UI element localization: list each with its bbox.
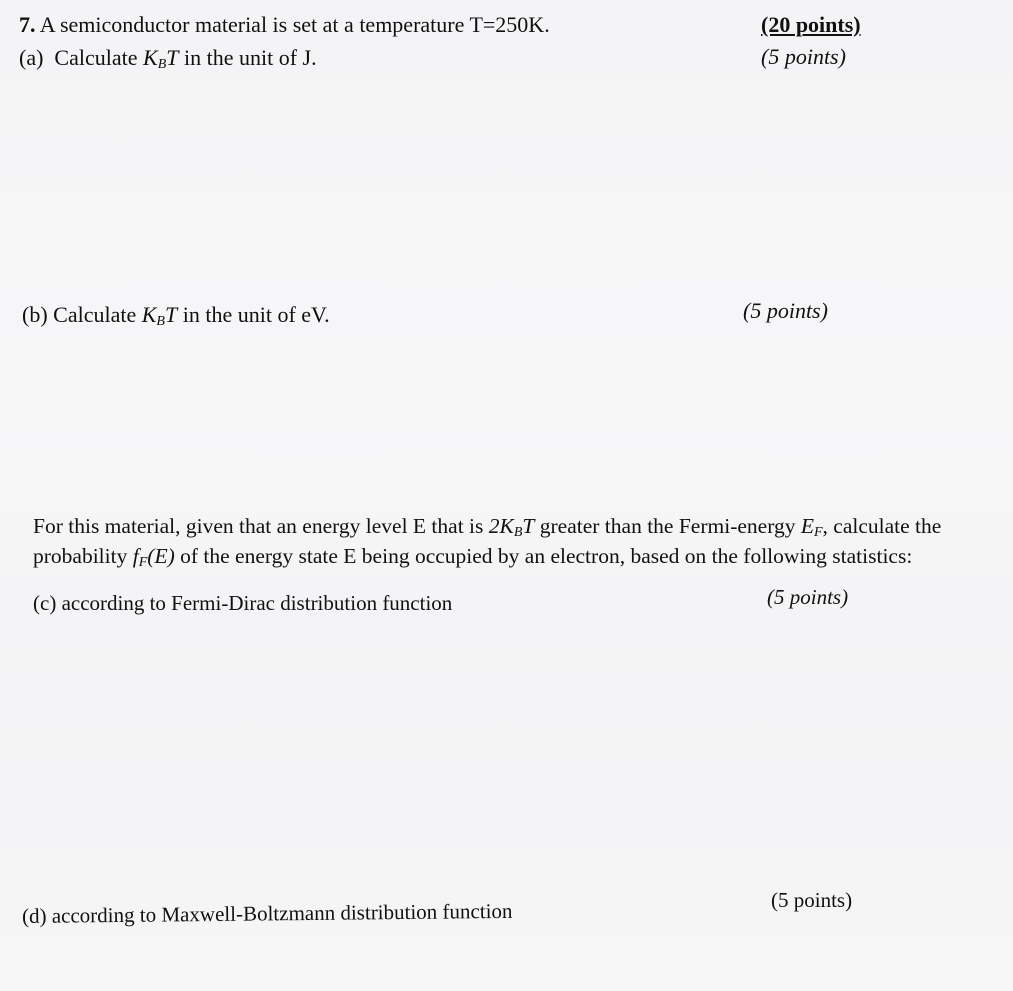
part-c-label: (c) [33, 591, 57, 615]
part-a-text-after: in the unit of J. [178, 45, 317, 70]
part-a-math-sub: B [157, 57, 167, 72]
intro-l2-a: probability [33, 544, 133, 568]
part-a [19, 45, 317, 71]
intro-line-1 [33, 511, 1003, 541]
intro-math-b-sub: B [513, 525, 523, 540]
part-b [22, 302, 330, 328]
intro-l1-c: , calculate the [822, 514, 942, 538]
intro-math-arg: (E) [147, 544, 175, 568]
intro-line-2 [33, 541, 1003, 571]
intro-l2-b: of the energy state E being occupied by an electron, based on the following statistics: [174, 544, 913, 568]
part-a-math-k: K [143, 45, 158, 70]
intro-l1-b: greater than the Fermi-energy [534, 514, 801, 538]
part-a-math-t: T [166, 45, 179, 70]
part-c-text: according to Fermi-Dirac distribution function [61, 591, 453, 615]
intro-math-t: T [522, 514, 535, 538]
part-d-label: (d) [21, 903, 47, 928]
part-b-text-before: Calculate [53, 302, 142, 327]
intro-l1-a: For this material, given that an energy level E that is [33, 514, 489, 538]
part-d [22, 898, 513, 929]
intro-math-2k: 2K [488, 514, 514, 538]
part-b-math-t: T [164, 302, 178, 327]
question-stem-text: A semiconductor material is set at a temperature T=250K. [39, 12, 550, 37]
part-a-text-before: Calculate [54, 45, 143, 70]
part-c-points: (5 points) [767, 585, 849, 609]
part-d-points: (5 points) [771, 888, 853, 912]
intro-paragraph [33, 511, 1003, 571]
part-b-math-k: K [141, 302, 157, 327]
part-b-text-after: in the unit of eV. [177, 302, 330, 327]
part-a-points: (5 points) [761, 44, 846, 69]
question-number: 7. [19, 12, 36, 37]
part-c [33, 590, 452, 616]
part-d-text: according to Maxwell-Boltzmann distribution function [51, 898, 513, 928]
intro-math-e-sub: F [813, 525, 823, 540]
intro-math-f-sub: F [138, 555, 148, 570]
part-b-points: (5 points) [743, 298, 828, 323]
part-a-label: (a) [19, 45, 44, 70]
intro-math-f: f [132, 544, 139, 568]
intro-math-e: E [800, 514, 814, 538]
part-b-label: (b) [22, 302, 48, 327]
total-points: (20 points) [761, 12, 861, 37]
question-stem [19, 12, 550, 38]
part-b-math-sub: B [156, 314, 165, 329]
